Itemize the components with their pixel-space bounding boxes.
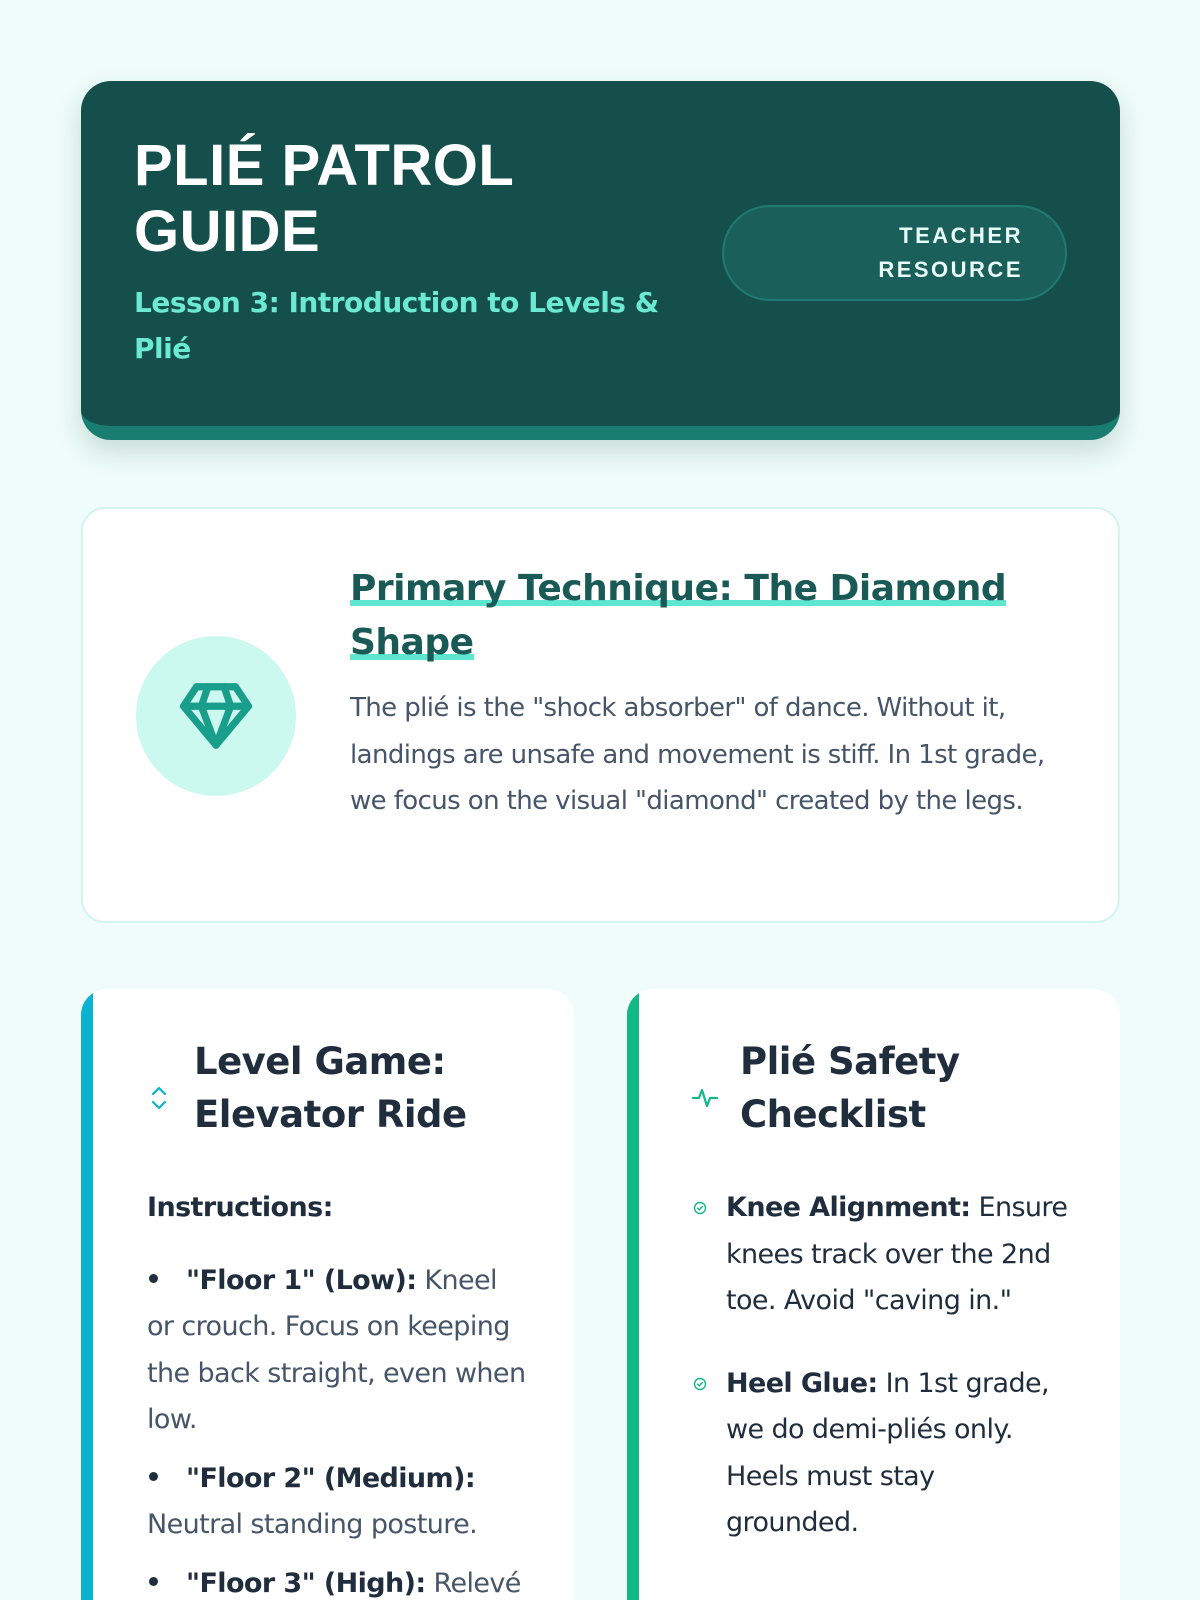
lesson-subtitle: Lesson 3: Introduction to Levels & Plié (134, 286, 659, 365)
level-game-content (147, 1185, 527, 1600)
header-banner (81, 81, 1120, 440)
safety-checklist-title: Plié Safety Checklist (740, 1040, 960, 1136)
checklist (693, 1185, 1073, 1547)
teacher-resource-badge (722, 205, 1067, 301)
activity-pulse-icon (692, 1081, 718, 1115)
technique-title (350, 562, 1070, 670)
diamond-icon-circle (136, 636, 296, 796)
list-item: "Floor 1" (Low): Kneel or crouch. Focus on keeping the back straight, even when low. (147, 1264, 526, 1435)
technique-description: The plié is the "shock absorber" of dance. Without it, landings are unsafe and movement is stiff. In 1st grade, we focus on the visual "diamond" created by the legs. (350, 693, 1045, 816)
safety-checklist-card (627, 989, 1120, 1600)
level-game-card (81, 989, 574, 1600)
technique-card (81, 507, 1120, 923)
safety-content (693, 1185, 1073, 1583)
card-accent-bar (81, 989, 93, 1600)
level-game-title: Level Game: Elevator Ride (194, 1040, 467, 1136)
instructions-label: Instructions: (147, 1192, 333, 1223)
check-circle-icon (693, 1201, 707, 1215)
diamond-icon (177, 680, 255, 752)
list-item: Heel Glue: In 1st grade, we do demi-pliés only. Heels must stay grounded. (693, 1361, 1073, 1547)
check-circle-icon (693, 1377, 707, 1391)
page-title: PLIÉ PATROL GUIDE (134, 133, 514, 264)
card-accent-bar (627, 989, 639, 1600)
level-list (147, 1258, 527, 1600)
badge-label: TEACHER RESOURCE (878, 223, 1023, 282)
list-item: Knee Alignment: Ensure knees track over the 2nd toe. Avoid "caving in." (693, 1185, 1073, 1325)
up-down-chevron-icon (146, 1081, 172, 1115)
list-item: "Floor 3" (High): Relevé (147, 1561, 527, 1600)
technique-title-text: Primary Technique: The Diamond Shape (350, 568, 1007, 663)
list-item: "Floor 2" (Medium): Neutral standing posture. (147, 1462, 478, 1540)
